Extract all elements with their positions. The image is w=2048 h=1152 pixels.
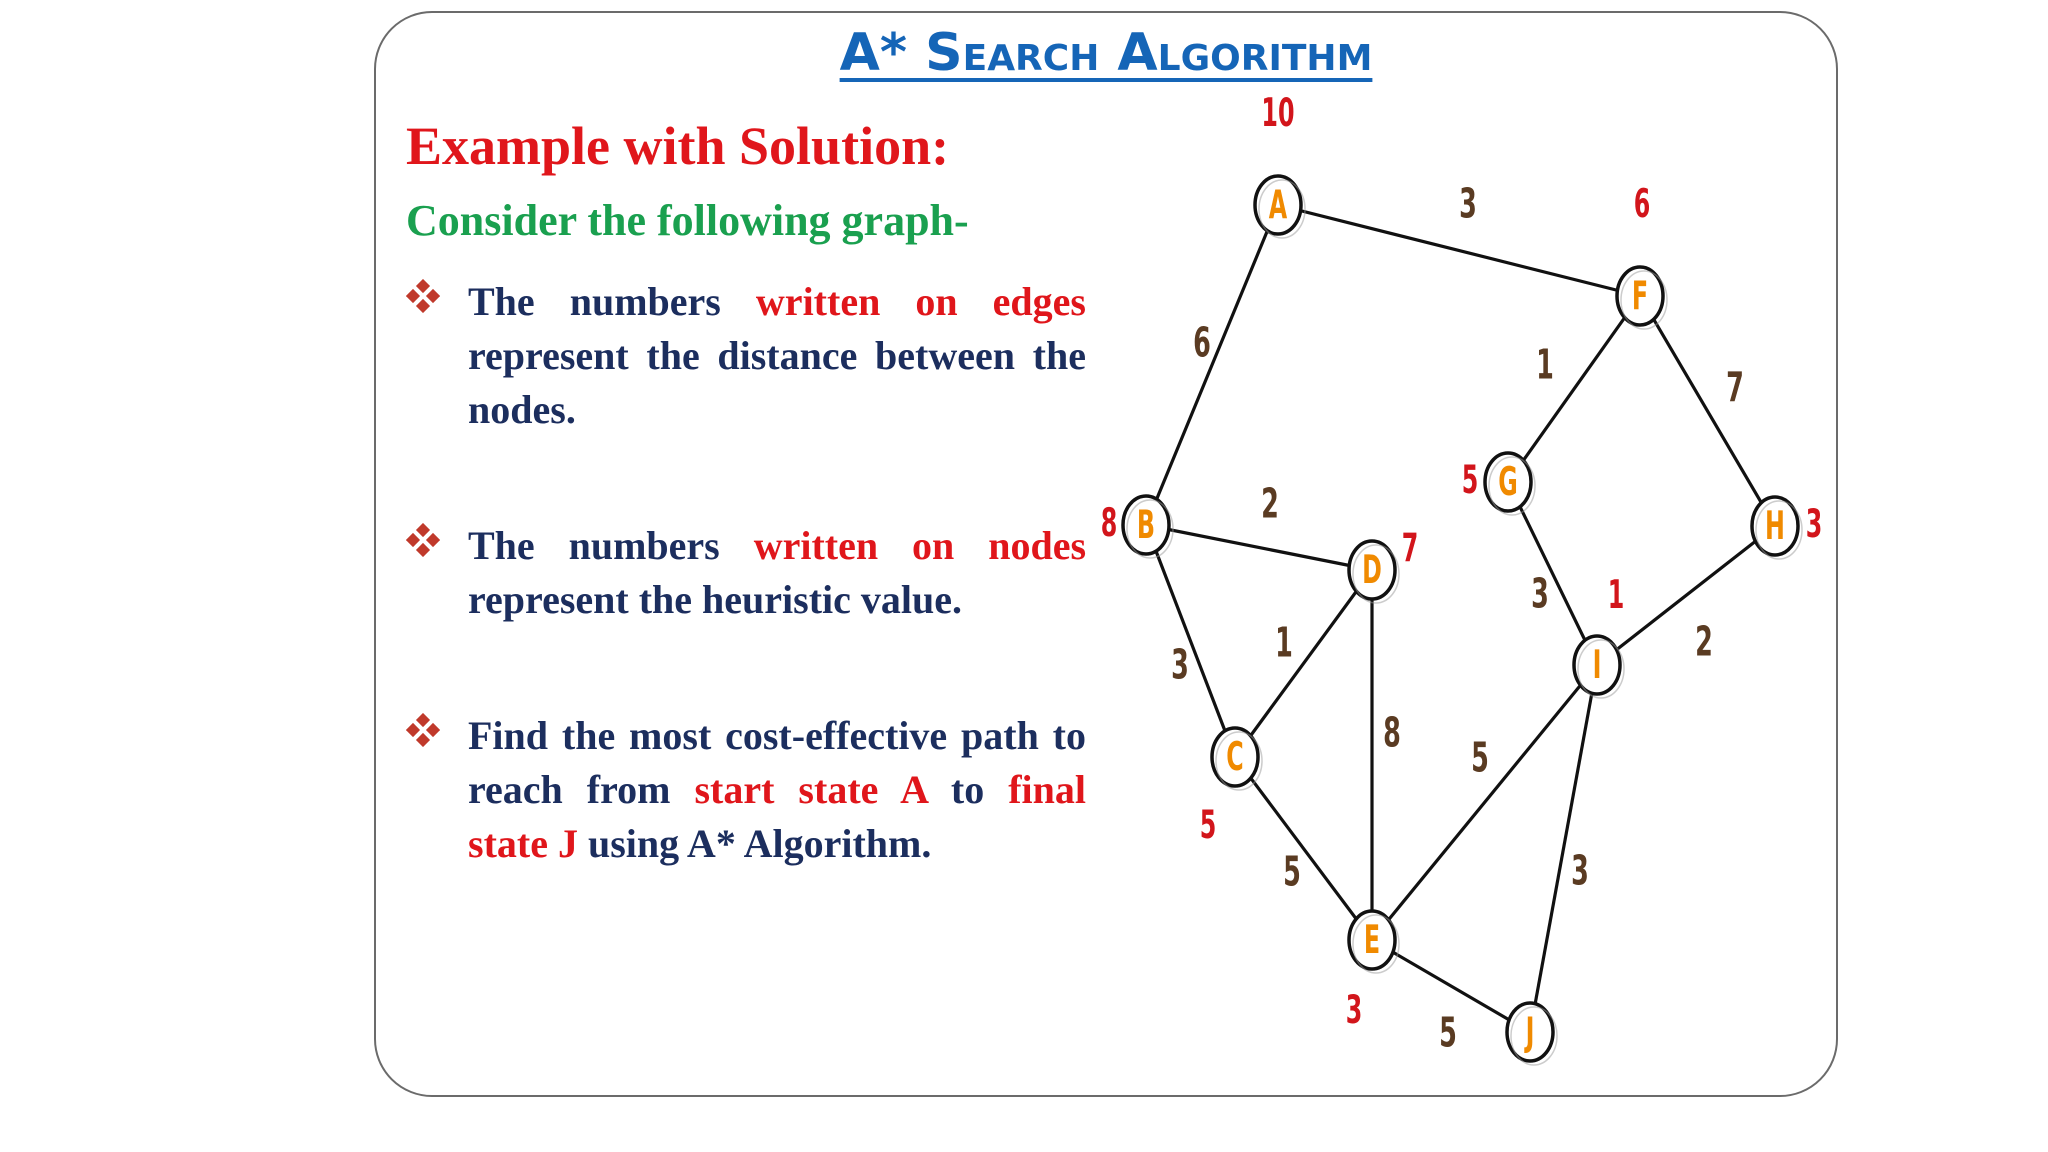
example-heading: Example with Solution: [406,116,950,176]
edge-weight-E-I: 5 [1471,734,1489,783]
edge-weight-B-C: 3 [1171,641,1189,690]
heuristic-D: 7 [1401,524,1419,571]
edge-C-D [1235,570,1372,757]
edge-A-B [1146,205,1278,525]
node-label-F: F [1631,272,1649,319]
node-label-A: A [1268,181,1288,228]
edge-weight-E-J: 5 [1439,1009,1457,1058]
diamond-bullet-icon [406,279,440,313]
edge-B-C [1146,525,1235,757]
bullet-edges-text: The numbers written on edges represent the distance between the nodes. [468,279,1086,432]
edge-C-E [1235,757,1372,940]
bullet-nodes [406,519,1086,627]
edge-G-I [1508,482,1597,665]
edge-weight-A-F: 3 [1459,180,1477,229]
edge-F-G [1508,296,1640,482]
edge-E-I [1372,665,1597,940]
edge-weight-I-J: 3 [1571,847,1589,896]
node-label-J: J [1525,1008,1535,1055]
node-label-H: H [1765,502,1785,549]
node-label-B: B [1136,501,1156,548]
diamond-bullet-icon [406,523,440,557]
node-label-I: I [1592,641,1602,688]
bullet-task [406,709,1086,871]
heuristic-I: 1 [1607,571,1625,618]
heuristic-C: 5 [1199,801,1217,848]
slide-title: A* Search Algorithm [839,23,1373,83]
node-label-C: C [1226,733,1244,780]
heuristic-B: 8 [1100,499,1118,546]
edge-weight-A-B: 6 [1193,319,1211,368]
edge-weight-G-I: 3 [1531,570,1549,619]
edge-weight-F-G: 1 [1536,341,1554,390]
edge-weight-B-D: 2 [1261,480,1279,529]
edge-F-H [1640,296,1775,526]
heuristic-E: 3 [1345,986,1363,1033]
heuristic-H: 3 [1805,500,1823,547]
heuristic-G: 5 [1461,456,1479,503]
node-label-G: G [1498,458,1518,505]
diamond-bullet-icon [406,713,440,747]
heuristic-F: 6 [1633,180,1651,227]
bullet-task-text: Find the most cost-effective path to reach from start state A to final state J using A* Algorithm. [468,713,1086,866]
node-label-D: D [1362,546,1382,593]
search-graph [1070,80,1840,1090]
node-label-E: E [1363,916,1381,963]
bullet-nodes-text: The numbers written on nodes represent the heuristic value. [468,523,1087,622]
bullet-edges [406,275,1086,437]
edge-B-D [1146,525,1372,570]
edge-weight-C-D: 1 [1275,619,1293,668]
heuristic-A: 10 [1261,89,1295,136]
graph-intro: Consider the following graph- [406,196,969,245]
edge-weight-D-E: 8 [1383,709,1401,758]
edge-weight-C-E: 5 [1283,848,1301,897]
edge-weight-F-H: 7 [1726,364,1744,413]
edge-weight-I-H: 2 [1695,618,1713,667]
